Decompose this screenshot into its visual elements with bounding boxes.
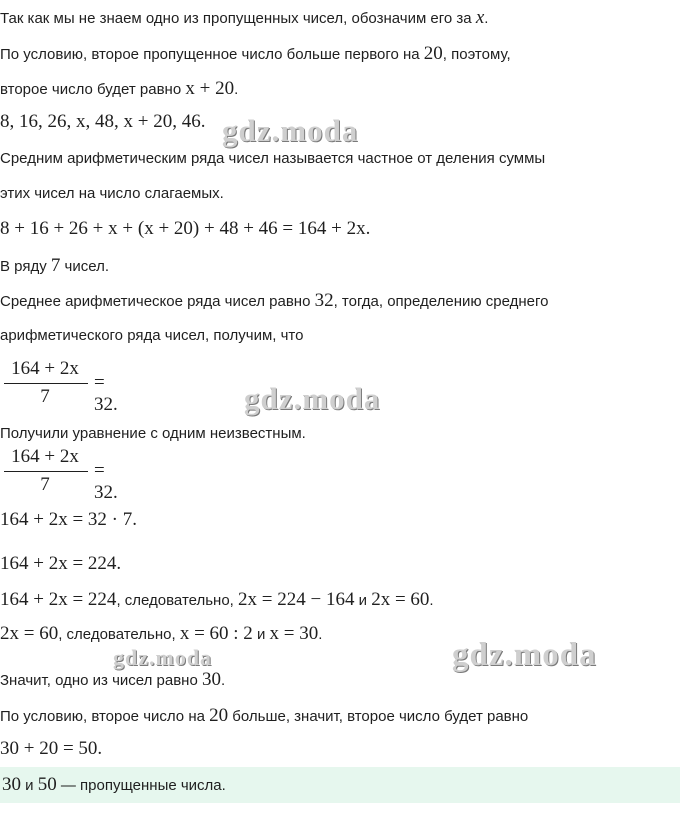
- text: Средним арифметическим ряда чисел называется частное от деления суммы: [0, 150, 546, 167]
- text-line-2: [0, 43, 680, 65]
- text: арифметического ряда чисел, получим, что: [0, 327, 304, 344]
- text: , следовательно,: [58, 626, 180, 643]
- math-line-sum: [0, 218, 680, 240]
- watermark: gdz.moda: [452, 637, 597, 673]
- text: — пропущенные числа.: [56, 777, 226, 794]
- text-line-6: [0, 185, 680, 203]
- text: и: [354, 592, 372, 609]
- fraction-bar: [4, 471, 88, 472]
- answer-box: [0, 767, 680, 803]
- text: и: [252, 626, 270, 643]
- math: 164 + 2x = 224.: [0, 553, 122, 574]
- math: 50: [37, 774, 57, 795]
- text: больше, значит, второе число будет равно: [228, 708, 529, 725]
- text: В ряду: [0, 258, 51, 275]
- math: x = 60 : 2: [179, 623, 253, 644]
- watermark: gdz.moda: [113, 645, 213, 670]
- text-line-3: [0, 78, 680, 100]
- watermark: gdz.moda: [244, 381, 381, 416]
- math: x = 30: [269, 623, 319, 644]
- answer-line: [2, 774, 680, 796]
- math: 7: [50, 255, 61, 276]
- math: 2x = 224 − 164: [238, 589, 355, 610]
- text: этих чисел на число слагаемых.: [0, 185, 224, 202]
- text-line-10: [0, 327, 680, 345]
- math: x: [475, 7, 485, 28]
- fraction-rhs: = 32.: [94, 460, 118, 503]
- text: .: [429, 592, 434, 609]
- math: 30: [201, 669, 221, 690]
- text: , поэтому,: [442, 46, 511, 63]
- text: и: [21, 777, 38, 794]
- text-line-9: [0, 290, 680, 312]
- fraction-denominator: 7: [40, 474, 50, 495]
- math: 2x = 60: [0, 623, 59, 644]
- text: .: [220, 672, 226, 689]
- fraction-numerator: 164 + 2x: [11, 358, 79, 379]
- math: 30 + 20 = 50.: [0, 738, 103, 759]
- fraction-rhs: = 32.: [94, 372, 118, 415]
- math: 8, 16, 26, x, 48, x + 20, 46.: [0, 111, 206, 132]
- text-line-17: [0, 705, 680, 727]
- text-line-8: [0, 255, 680, 277]
- text: чисел.: [60, 258, 110, 275]
- text: .: [234, 81, 239, 98]
- text: второе число будет равно: [0, 81, 186, 98]
- text: .: [318, 626, 323, 643]
- text: По условию, второе число на: [0, 708, 210, 725]
- fraction-bar: [4, 383, 88, 384]
- text: Значит, одно из чисел равно: [0, 672, 202, 689]
- math: 32: [314, 290, 334, 311]
- math: 2x = 60: [371, 589, 430, 610]
- math: 164 + 2x = 32 · 7.: [0, 509, 138, 530]
- math-line-14: [0, 589, 680, 611]
- math: x + 20: [185, 78, 235, 99]
- math: 164 + 2x = 224: [0, 589, 117, 610]
- math-line-18: [0, 738, 680, 760]
- text: .: [484, 10, 489, 27]
- text: Среднее арифметическое ряда чисел равно: [0, 293, 315, 310]
- math: 20: [423, 43, 443, 64]
- text: , следовательно,: [116, 592, 239, 609]
- text: Получили уравнение с одним неизвестным.: [0, 425, 306, 442]
- text: Так как мы не знаем одно из пропущенных чисел, обозначим его за: [0, 10, 476, 27]
- watermark: gdz.moda: [222, 113, 359, 148]
- text: , тогда, определению среднего: [333, 293, 549, 310]
- text: По условию, второе пропущенное число больше первого на: [0, 46, 424, 63]
- math-line-13: [0, 553, 680, 575]
- text-line-5: [0, 150, 680, 168]
- math: 30: [2, 774, 21, 795]
- fraction-denominator: 7: [40, 386, 50, 407]
- math: 20: [209, 705, 229, 726]
- fraction-numerator: 164 + 2x: [11, 446, 79, 467]
- text-line-1: [0, 7, 680, 29]
- math-line-12: [0, 509, 680, 531]
- text-line-11: [0, 425, 680, 443]
- math: 8 + 16 + 26 + x + (x + 20) + 48 + 46 = 164 + 2x.: [0, 218, 371, 239]
